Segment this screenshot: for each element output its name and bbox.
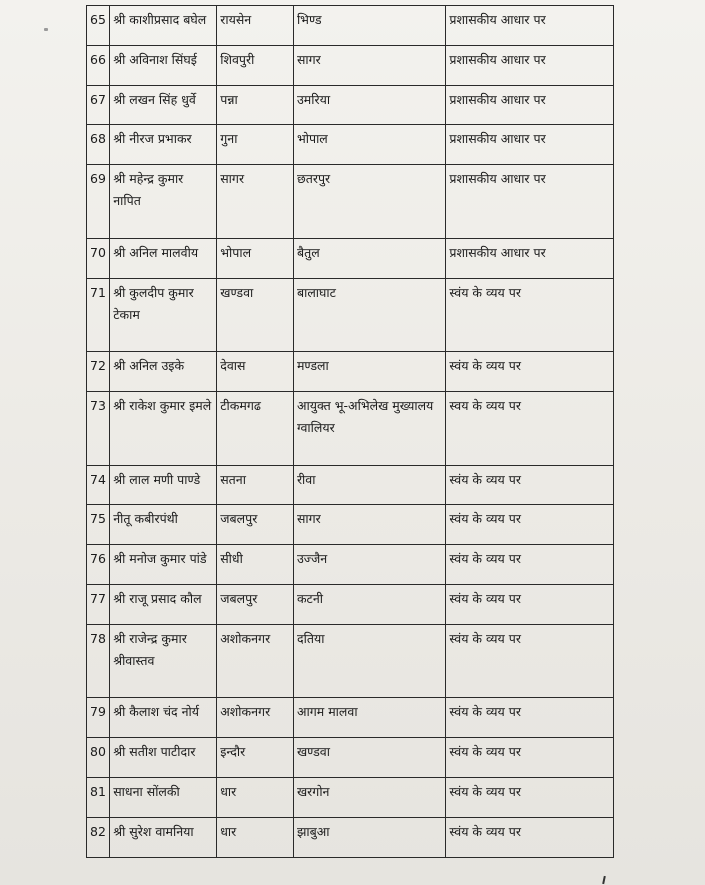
employee-name: श्री लाल मणी पाण्डे [110, 465, 217, 505]
from-district: सीधी [217, 545, 294, 585]
from-district: गुना [217, 125, 294, 165]
transfer-basis: प्रशासकीय आधार पर [446, 85, 614, 125]
employee-name: श्री कैलाश चंद नोर्य [110, 698, 217, 738]
serial-number: 75 [87, 505, 110, 545]
to-district: छतरपुर [293, 165, 445, 239]
employee-name: श्री अनिल उइके [110, 352, 217, 392]
employee-name: साधना सोंलकी [110, 778, 217, 818]
serial-number: 76 [87, 545, 110, 585]
to-district: उमरिया [293, 85, 445, 125]
table-row [87, 392, 614, 466]
to-district: झाबुआ [293, 817, 445, 857]
table-row [87, 817, 614, 857]
from-district: जबलपुर [217, 585, 294, 625]
transfer-basis: प्रशासकीय आधार पर [446, 45, 614, 85]
from-district: शिवपुरी [217, 45, 294, 85]
table-row [87, 125, 614, 165]
transfer-basis: स्वंय के व्यय पर [446, 817, 614, 857]
serial-number: 80 [87, 738, 110, 778]
from-district: अशोकनगर [217, 698, 294, 738]
to-district: भिण्ड [293, 6, 445, 46]
employee-name: श्री राकेश कुमार इमले [110, 392, 217, 466]
serial-number: 68 [87, 125, 110, 165]
serial-number: 79 [87, 698, 110, 738]
employee-name: श्री महेन्द्र कुमार नापित [110, 165, 217, 239]
to-district: बैतुल [293, 238, 445, 278]
table-row [87, 585, 614, 625]
employee-name: नीतू कबीरपंथी [110, 505, 217, 545]
transfer-basis: स्वंय के व्यय पर [446, 278, 614, 352]
employee-name: श्री राजेन्द्र कुमार श्रीवास्तव [110, 624, 217, 698]
serial-number: 82 [87, 817, 110, 857]
serial-number: 73 [87, 392, 110, 466]
transfer-basis: स्वंय के व्यय पर [446, 738, 614, 778]
transfer-basis: स्वंय के व्यय पर [446, 624, 614, 698]
serial-number: 81 [87, 778, 110, 818]
table-row [87, 238, 614, 278]
serial-number: 66 [87, 45, 110, 85]
serial-number: 65 [87, 6, 110, 46]
transfer-basis: स्वंय के व्यय पर [446, 505, 614, 545]
employee-name: श्री लखन सिंह धुर्वे [110, 85, 217, 125]
transfer-table [86, 5, 614, 858]
to-district: आगम मालवा [293, 698, 445, 738]
table-row [87, 45, 614, 85]
to-district: बालाघाट [293, 278, 445, 352]
from-district: धार [217, 817, 294, 857]
table-row [87, 624, 614, 698]
table-row [87, 352, 614, 392]
from-district: इन्दौर [217, 738, 294, 778]
to-district: खण्डवा [293, 738, 445, 778]
transfer-basis: प्रशासकीय आधार पर [446, 6, 614, 46]
ink-speck [44, 28, 48, 31]
transfer-basis: स्वंय के व्यय पर [446, 778, 614, 818]
transfer-basis: स्वंय के व्यय पर [446, 698, 614, 738]
serial-number: 71 [87, 278, 110, 352]
employee-name: श्री अविनाश सिंघई [110, 45, 217, 85]
transfer-basis: स्वंय के व्यय पर [446, 465, 614, 505]
from-district: रायसेन [217, 6, 294, 46]
to-district: आयुक्त भू-अभिलेख मुख्यालय ग्वालियर [293, 392, 445, 466]
transfer-basis: स्वंय के व्यय पर [446, 585, 614, 625]
to-district: रीवा [293, 465, 445, 505]
to-district: उज्जैन [293, 545, 445, 585]
to-district: मण्डला [293, 352, 445, 392]
employee-name: श्री नीरज प्रभाकर [110, 125, 217, 165]
serial-number: 78 [87, 624, 110, 698]
table-row [87, 465, 614, 505]
to-district: भोपाल [293, 125, 445, 165]
serial-number: 74 [87, 465, 110, 505]
from-district: सागर [217, 165, 294, 239]
table-row [87, 165, 614, 239]
from-district: टीकमगढ [217, 392, 294, 466]
from-district: पन्ना [217, 85, 294, 125]
employee-name: श्री कुलदीप कुमार टेकाम [110, 278, 217, 352]
table-row [87, 6, 614, 46]
transfer-basis: प्रशासकीय आधार पर [446, 165, 614, 239]
to-district: सागर [293, 505, 445, 545]
transfer-basis: प्रशासकीय आधार पर [446, 125, 614, 165]
serial-number: 67 [87, 85, 110, 125]
transfer-basis: स्वय के व्यय पर [446, 392, 614, 466]
table-row [87, 85, 614, 125]
to-district: खरगोन [293, 778, 445, 818]
transfer-basis: प्रशासकीय आधार पर [446, 238, 614, 278]
transfer-basis: स्वंय के व्यय पर [446, 352, 614, 392]
transfer-table-body [87, 6, 614, 858]
transfer-basis: स्वंय के व्यय पर [446, 545, 614, 585]
employee-name: श्री राजू प्रसाद कौल [110, 585, 217, 625]
employee-name: श्री काशीप्रसाद बघेल [110, 6, 217, 46]
from-district: धार [217, 778, 294, 818]
employee-name: श्री सतीश पाटीदार [110, 738, 217, 778]
serial-number: 69 [87, 165, 110, 239]
to-district: कटनी [293, 585, 445, 625]
pen-mark [602, 876, 606, 884]
from-district: देवास [217, 352, 294, 392]
serial-number: 70 [87, 238, 110, 278]
from-district: अशोकनगर [217, 624, 294, 698]
from-district: भोपाल [217, 238, 294, 278]
table-row [87, 698, 614, 738]
serial-number: 72 [87, 352, 110, 392]
serial-number: 77 [87, 585, 110, 625]
table-row [87, 545, 614, 585]
to-district: दतिया [293, 624, 445, 698]
employee-name: श्री सुरेश वामनिया [110, 817, 217, 857]
to-district: सागर [293, 45, 445, 85]
from-district: खण्डवा [217, 278, 294, 352]
table-row [87, 505, 614, 545]
employee-name: श्री मनोज कुमार पांडे [110, 545, 217, 585]
table-row [87, 278, 614, 352]
from-district: सतना [217, 465, 294, 505]
from-district: जबलपुर [217, 505, 294, 545]
table-row [87, 738, 614, 778]
table-row [87, 778, 614, 818]
employee-name: श्री अनिल मालवीय [110, 238, 217, 278]
